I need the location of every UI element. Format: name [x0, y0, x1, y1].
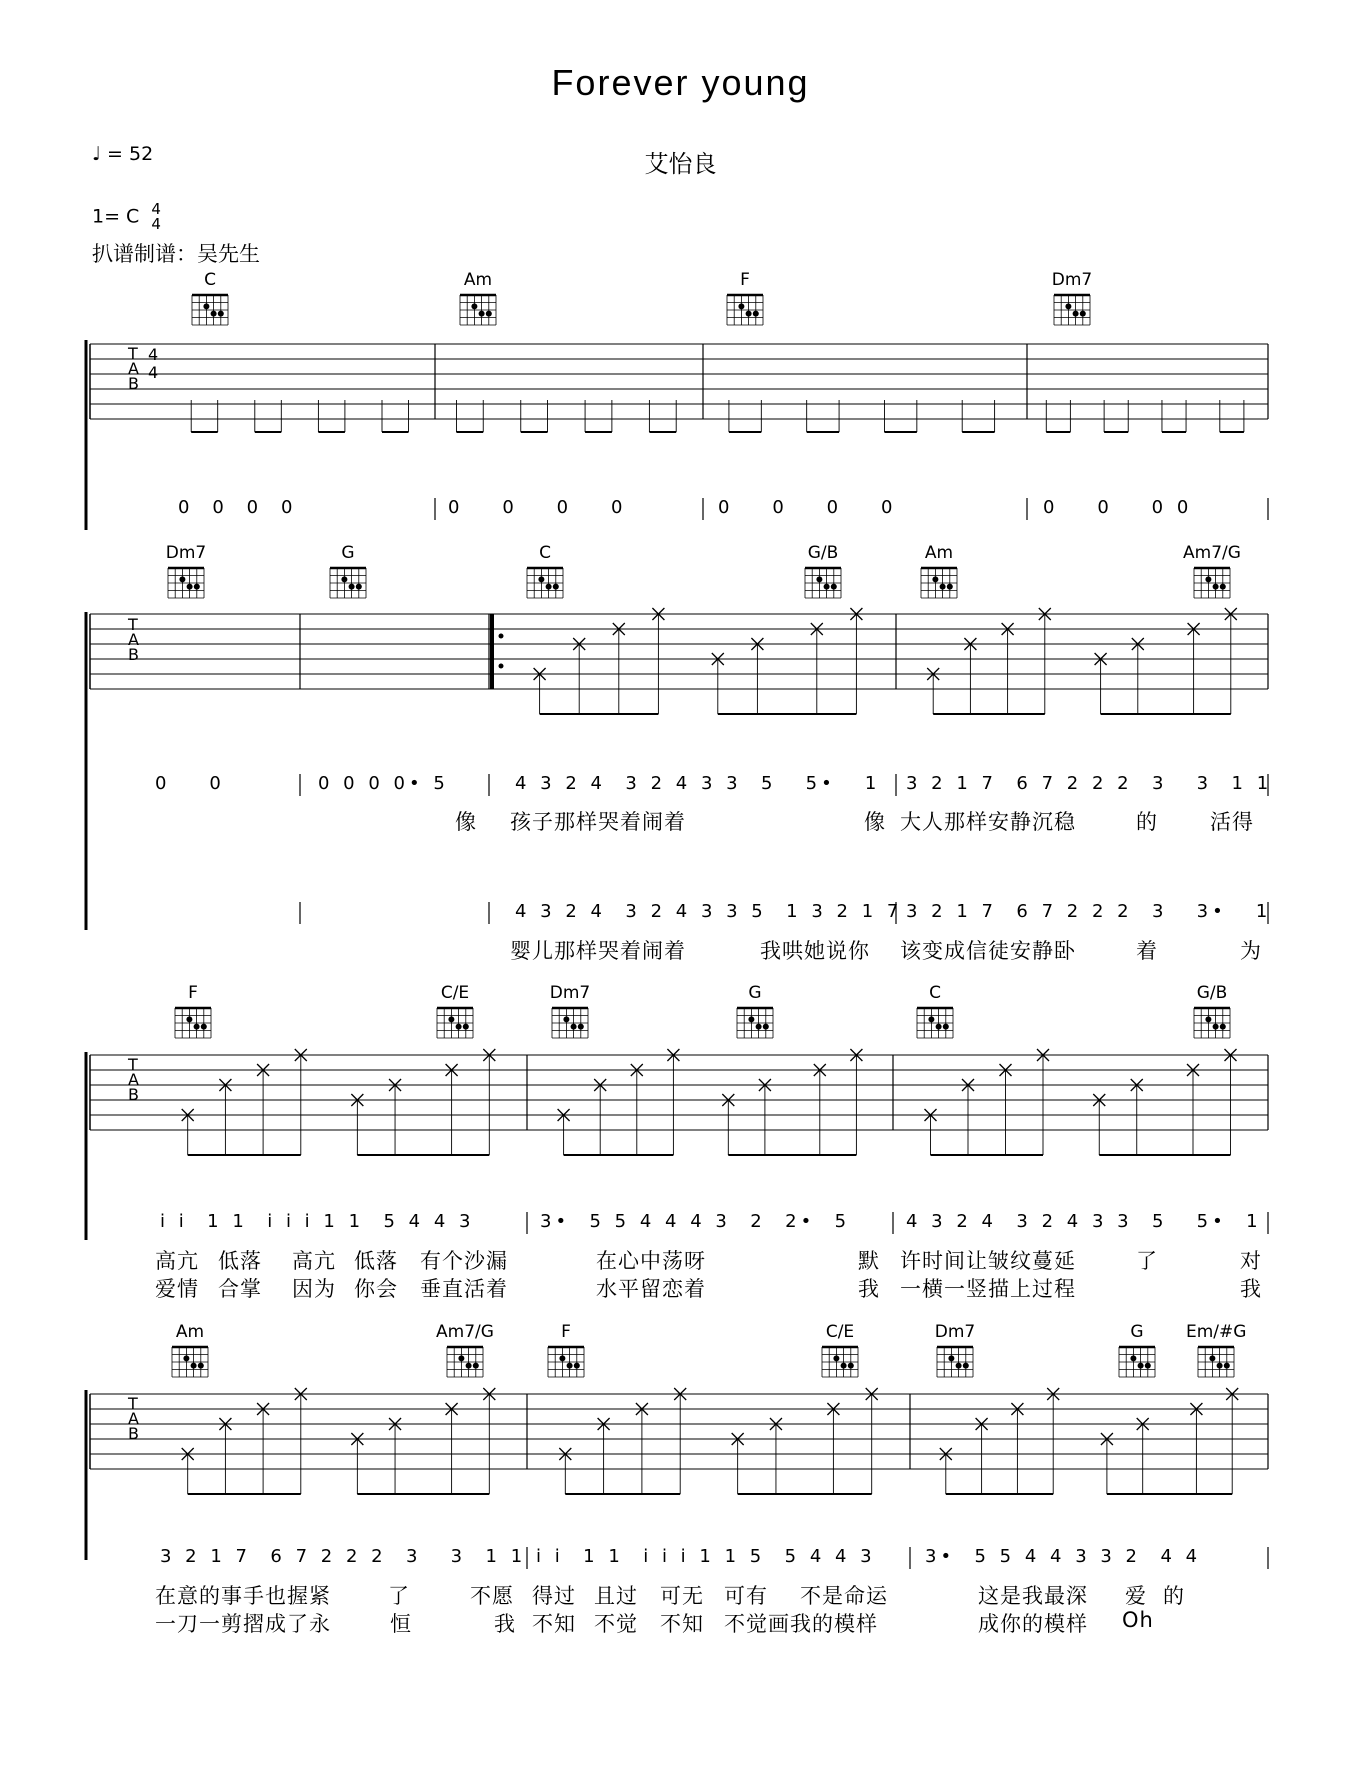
- song-title: Forever young: [551, 62, 810, 103]
- numbered-notation: 0 0 0 0• 5: [318, 773, 449, 794]
- lyric: 高亢: [155, 1249, 199, 1273]
- chord-diagram-dot: [194, 584, 200, 590]
- chord-diagram-dot: [1205, 1016, 1211, 1022]
- chord-diagram-dot: [816, 576, 822, 582]
- chord-diagram-dot: [186, 1016, 192, 1022]
- chord-diagram-dot: [211, 311, 217, 317]
- chord-diagram-dot: [738, 303, 744, 309]
- lyric: 有个沙漏: [420, 1249, 508, 1273]
- lyric: 孩子那样哭着闹着: [510, 810, 686, 834]
- chord-diagram-dot: [841, 1363, 847, 1369]
- lyric: 为: [1240, 939, 1262, 963]
- chord-label: C/E: [825, 1322, 855, 1342]
- chord-diagram-dot: [1209, 1355, 1215, 1361]
- lyric: 不觉画我的模样: [724, 1612, 878, 1636]
- chord-diagram-dot: [947, 584, 953, 590]
- lyric: 我: [858, 1277, 880, 1301]
- chord-diagram-dot: [936, 1024, 942, 1030]
- chord-diagram-dot: [471, 303, 477, 309]
- numbered-notation: i i 1 1 i i i 1 1 5 5 4 4 3: [536, 1546, 876, 1567]
- numbered-notation: 3• 5 5 4 4 3 3 2 4 4: [925, 1546, 1202, 1567]
- lyric: 一横一竖描上过程: [900, 1277, 1076, 1301]
- chord-diagram-dot: [1065, 303, 1071, 309]
- chord-diagram-dot: [956, 1363, 962, 1369]
- lyric: 许时间让皱纹蔓延: [900, 1249, 1076, 1273]
- chord-diagram-dot: [753, 311, 759, 317]
- chord-diagram-dot: [748, 1016, 754, 1022]
- chord-label: C: [539, 543, 551, 563]
- lyric: 成你的模样: [978, 1612, 1088, 1636]
- lyric: 不愿: [470, 1584, 514, 1608]
- chord-diagram-dot: [349, 584, 355, 590]
- numbered-notation: 0 0 0 0: [1043, 497, 1193, 518]
- chord-diagram-dot: [466, 1363, 472, 1369]
- chord-label: Am7/G: [436, 1322, 494, 1342]
- arranger-credit: 扒谱制谱：吴先生: [92, 242, 260, 266]
- repeat-dot: [499, 634, 504, 639]
- lyric: 默: [858, 1249, 880, 1273]
- repeat-dot: [499, 664, 504, 669]
- chord-label: Em/#G: [1186, 1322, 1247, 1342]
- chord-diagram-dot: [1224, 1363, 1230, 1369]
- quarter-note-icon: ♩: [92, 143, 101, 165]
- numbered-notation: 3 2 1 7 6 7 2 2 2 3 3 1 1: [160, 1546, 527, 1567]
- chord-diagram-dot: [1213, 1024, 1219, 1030]
- tab-clef: T A B: [128, 344, 139, 393]
- lyric: 在意的事手也握紧: [155, 1584, 331, 1608]
- lyric: 水平留恋着: [596, 1277, 706, 1301]
- chord-diagram-dot: [1080, 311, 1086, 317]
- lyric: 一刀一剪摺成了永: [155, 1612, 331, 1636]
- lyric: 的: [1136, 810, 1158, 834]
- tab-time-signature: 4 4: [148, 345, 159, 382]
- chord-diagram-dot: [1217, 1363, 1223, 1369]
- numbered-notation: 0 0: [155, 773, 225, 794]
- lyric: 对: [1240, 1249, 1262, 1273]
- chord-diagram-dot: [191, 1363, 197, 1369]
- chord-diagram-dot: [563, 1016, 569, 1022]
- chord-diagram-dot: [948, 1355, 954, 1361]
- numbered-notation: 4 3 2 4 3 2 4 3 3 5 1 3 2 1 7: [515, 901, 903, 922]
- lyric: 我: [494, 1612, 516, 1636]
- lyric: 因为: [292, 1277, 336, 1301]
- lyric: 像: [455, 810, 477, 834]
- numbered-notation: 3• 5 5 4 4 4 3 2 2• 5: [540, 1211, 851, 1232]
- chord-label: Dm7: [549, 983, 591, 1003]
- chord-label: Dm7: [1051, 270, 1093, 290]
- lyric: 像: [864, 810, 886, 834]
- tab-clef: T A B: [128, 1394, 139, 1443]
- lyric: Oh: [1122, 1608, 1154, 1632]
- chord-label: Am: [463, 270, 493, 290]
- chord-label: G: [1130, 1322, 1144, 1342]
- lyric: 了: [1136, 1249, 1158, 1273]
- lyric: 可无: [660, 1584, 704, 1608]
- chord-diagram-dot: [763, 1024, 769, 1030]
- chord-diagram-dot: [1220, 1024, 1226, 1030]
- chord-label: G: [341, 543, 355, 563]
- chord-label: Am7/G: [1183, 543, 1241, 563]
- chord-diagram-dot: [538, 576, 544, 582]
- lyric: 合掌: [218, 1277, 262, 1301]
- lyric: 可有: [724, 1584, 768, 1608]
- chord-label: F: [740, 270, 750, 290]
- chord-diagram-dot: [932, 576, 938, 582]
- chord-diagram-dot: [928, 1016, 934, 1022]
- lyric: 得过: [532, 1584, 576, 1608]
- chord-diagram-dot: [479, 311, 485, 317]
- lyric: 活得: [1210, 810, 1254, 834]
- chord-diagram-dot: [179, 576, 185, 582]
- chord-diagram-dot: [833, 1355, 839, 1361]
- chord-diagram-dot: [546, 584, 552, 590]
- numbered-notation: 3 2 1 7 6 7 2 2 2 3 3• 1: [906, 901, 1272, 922]
- chord-diagram-dot: [940, 584, 946, 590]
- chord-diagram-dot: [458, 1355, 464, 1361]
- chord-diagram-dot: [571, 1024, 577, 1030]
- lyric: 大人那样安静沉稳: [900, 810, 1076, 834]
- chord-diagram-dot: [203, 303, 209, 309]
- lyric: 不觉: [594, 1612, 638, 1636]
- chord-diagram-dot: [831, 584, 837, 590]
- chord-label: C/E: [440, 983, 470, 1003]
- lyric: 恒: [390, 1612, 412, 1636]
- chord-diagram-dot: [448, 1016, 454, 1022]
- tab-clef: T A B: [128, 1055, 139, 1104]
- numbered-notation: 4 3 2 4 3 2 4 3 3 5 5• 1: [906, 1211, 1262, 1232]
- numbered-notation: 0 0 0 0: [718, 497, 897, 518]
- chord-diagram-dot: [183, 1355, 189, 1361]
- chord-diagram-dot: [1205, 576, 1211, 582]
- numbered-notation: 0 0 0 0: [178, 497, 293, 518]
- chord-label: F: [188, 983, 198, 1003]
- lyric: 不知: [532, 1612, 576, 1636]
- chord-diagram-dot: [1138, 1363, 1144, 1369]
- lyric: 的: [1163, 1584, 1185, 1608]
- lyric: 低落: [354, 1249, 398, 1273]
- lyric: 我哄她说你: [760, 939, 870, 963]
- chord-diagram-dot: [218, 311, 224, 317]
- chord-label: G/B: [807, 543, 839, 563]
- chord-diagram-dot: [963, 1363, 969, 1369]
- lyric: 该变成信徒安静卧: [900, 939, 1076, 963]
- lyric: 婴儿那样哭着闹着: [510, 939, 686, 963]
- lyric: 高亢: [292, 1249, 336, 1273]
- chord-diagram-dot: [943, 1024, 949, 1030]
- chord-diagram-dot: [194, 1024, 200, 1030]
- time-sig-top: 4: [151, 200, 161, 218]
- chord-diagram-dot: [1130, 1355, 1136, 1361]
- chord-label: Am: [924, 543, 954, 563]
- time-sig-bottom: 4: [151, 215, 161, 233]
- tab-clef: T A B: [128, 615, 139, 664]
- lyric: 我: [1240, 1277, 1262, 1301]
- chord-label: F: [561, 1322, 571, 1342]
- lyric: 爱: [1125, 1584, 1147, 1608]
- lyric: 这是我最深: [978, 1584, 1088, 1608]
- chord-diagram-dot: [574, 1363, 580, 1369]
- artist-name: 艾怡良: [644, 150, 717, 178]
- lyric: 不知: [660, 1612, 704, 1636]
- tempo-value: = 52: [107, 143, 154, 165]
- chord-diagram-dot: [756, 1024, 762, 1030]
- numbered-notation: 4 3 2 4 3 2 4 3 3 5 5• 1: [515, 773, 881, 794]
- chord-label: G/B: [1196, 983, 1228, 1003]
- lyric: 低落: [218, 1249, 262, 1273]
- chord-diagram-dot: [824, 584, 830, 590]
- chord-diagram-dot: [456, 1024, 462, 1030]
- chord-diagram-dot: [356, 584, 362, 590]
- lyric: 垂直活着: [420, 1277, 508, 1301]
- chord-diagram-dot: [463, 1024, 469, 1030]
- chord-diagram-dot: [848, 1363, 854, 1369]
- numbered-notation: i i 1 1 i i i 1 1 5 4 4 3: [160, 1211, 475, 1232]
- chord-diagram-dot: [198, 1363, 204, 1369]
- chord-diagram-dot: [473, 1363, 479, 1369]
- chord-label: G: [748, 983, 762, 1003]
- lyric: 在心中荡呀: [596, 1249, 706, 1273]
- chord-diagram-dot: [187, 584, 193, 590]
- key-value: 1= C: [92, 205, 140, 228]
- chord-diagram-dot: [553, 584, 559, 590]
- chord-label: Am: [175, 1322, 205, 1342]
- chord-diagram-dot: [1145, 1363, 1151, 1369]
- chord-diagram-dot: [746, 311, 752, 317]
- chord-diagram-dot: [1213, 584, 1219, 590]
- chord-label: C: [204, 270, 216, 290]
- lyric: 着: [1136, 939, 1158, 963]
- lyric: 爱情: [155, 1277, 199, 1301]
- chord-diagram-dot: [1073, 311, 1079, 317]
- lyric: 且过: [594, 1584, 638, 1608]
- chord-label: Dm7: [934, 1322, 976, 1342]
- chord-label: Dm7: [165, 543, 207, 563]
- chord-label: C: [929, 983, 941, 1003]
- chord-diagram-dot: [567, 1363, 573, 1369]
- lyric: 了: [388, 1584, 410, 1608]
- lyric: 不是命运: [800, 1584, 888, 1608]
- chord-diagram-dot: [486, 311, 492, 317]
- chord-diagram-dot: [1220, 584, 1226, 590]
- numbered-notation: 3 2 1 7 6 7 2 2 2 3 3 1 1: [906, 773, 1273, 794]
- numbered-notation: 0 0 0 0: [448, 497, 627, 518]
- lyric: 你会: [354, 1277, 398, 1301]
- chord-diagram-dot: [201, 1024, 207, 1030]
- chord-diagram-dot: [559, 1355, 565, 1361]
- chord-diagram-dot: [341, 576, 347, 582]
- chord-diagram-dot: [578, 1024, 584, 1030]
